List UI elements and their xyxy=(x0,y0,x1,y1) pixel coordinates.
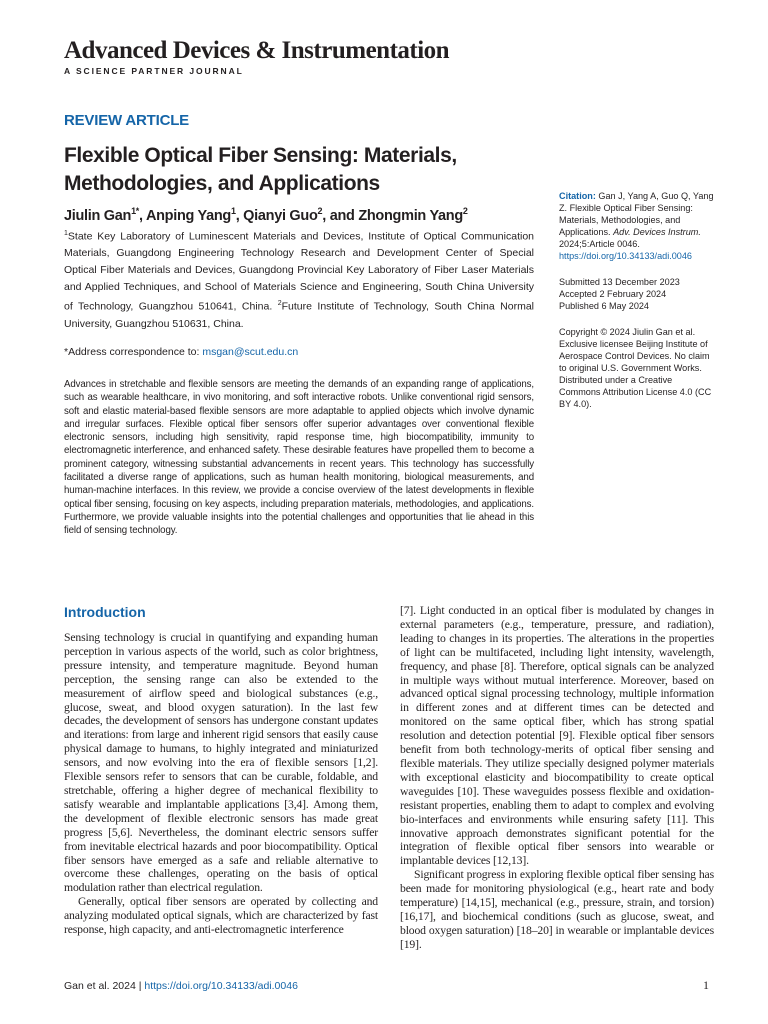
journal-subtitle: A SCIENCE PARTNER JOURNAL xyxy=(64,66,244,76)
correspondence-email-link[interactable]: msgan@scut.edu.cn xyxy=(202,346,299,358)
author-separator: , and xyxy=(322,207,359,224)
citation-text: Gan J, Yang A, Guo Q, Yang Z. Flexible Optical Fiber Sensing: Materials, Methodologies, and Applications. xyxy=(559,191,714,237)
body-paragraph: Sensing technology is crucial in quantifying and expanding human perception in various aspects of the world, such as color brightness, pressure intensity, and temperature magnitude. Beyond human perception, the sensing range can also be extended to the measurement of airflow speed and biological substances (e.g., glucose, sweat, and blood oxygen saturation). In the last few decades, the development of sensors has undergone constant updates and iterations: from large and inherent rigid sensors that easily cause physical damage to humans, to highly integrated and miniaturized sensors, and now evolving into the era of flexible sensors [1,2]. Flexible sensors refer to sensors that can be curable, foldable, and stretchable, offering a higher degree of mechanical flexibility to satisfy wearable and implantable applications [3,4]. Among them, the development of flexible electronic sensors has made great progress [5,6]. Nevertheless, the dominant electric sensors suffer from inevitable electrical hazards and poor biocompatibility. Optical fiber sensors have emerged as a safe and reliable alternative to overcome these challenges, operating on the basis of optical modulation rather than electrical regulation. xyxy=(64,631,378,895)
history-block xyxy=(559,276,715,312)
correspondence xyxy=(64,346,298,358)
section-heading-introduction: Introduction xyxy=(64,604,146,620)
body-column-left xyxy=(64,631,378,937)
author-affiliation-marker: 1* xyxy=(131,206,140,216)
abstract: Advances in stretchable and flexible sensors are meeting the demands of an expanding range of applications, such as wearable healthcare, in vivo monitoring, and soft interactive robots. Unlike conventional rigid sensors, soft and elastic material-based flexible sensors are more adaptable to applied objects which involve dynamic and irregular surfaces. Flexible optical fiber sensors offer superior advantages over conventional flexible electronic sensors, including high sensitivity, rapid response time, high biocompatibility, immunity to electromagnetic interference, and enhanced safety. These desirable features have propelled them to become a prominent category, witnessing substantial advancements in recent years. This technology has successfully facilitated a diverse range of applications, such as human health monitoring, biological measurements, and human-machine interfaces. In this review, we provide a concise overview of the latest developments in flexible optical fiber sensing, focusing on key aspects, including preparation materials, methodologies, and applications. Furthermore, we provide valuable insights into the potential challenges and opportunities that lie ahead in this field of sensing technology. xyxy=(64,379,534,537)
author-separator: , xyxy=(139,207,146,224)
affiliation-text: State Key Laboratory of Luminescent Materials and Devices, Institute of Optical Communication Materials, Guangdong Engineering Technology Research and Development Center of Special Optical Fiber Materials and Devices, Guangdong Provincial Key Laboratory of Fiber Laser Materials and Applied Techniques, and School of Materials Science and Engineering, South China University of Technology, Guangzhou 510641, China. xyxy=(64,230,534,313)
author-separator: , xyxy=(235,207,244,224)
author-name: Qianyi Guo xyxy=(243,207,318,224)
accepted-date: Accepted 2 February 2024 xyxy=(559,289,667,299)
footer-citation xyxy=(64,980,298,992)
page-number: 1 xyxy=(703,978,709,992)
submitted-date: Submitted 13 December 2023 xyxy=(559,277,680,287)
footer-doi-link[interactable]: https://doi.org/10.34133/adi.0046 xyxy=(144,980,298,992)
author-affiliation-marker: 1 xyxy=(230,206,236,216)
correspondence-label: *Address correspondence to: xyxy=(64,346,203,358)
author-name: Zhongmin Yang xyxy=(358,207,463,224)
body-paragraph: [7]. Light conducted in an optical fiber is modulated by changes in external parameters (e.g., temperature, pressure, and radiation), leading to changes in its properties. The alterations in the properties of light can be multifaceted, including light intensity, wavelength, frequency, and phase [8]. Therefore, optical signals can be analyzed in multiple ways without mutual interference. Moreover, based on advanced optical signal processing technology, multiple information in different zones and at different times can be detected and monitored on the same optical fiber, which has strong spatial resolution and detection potential [9]. Flexible optical fiber sensors benefit from both technology-merits of optical fiber sensing and flexible materials. They utilize specially designed polymer materials with exceptional elasticity and biocompatibility to create optical waveguides [10]. These waveguides possess flexible and oxidation-resistant properties, enabling them to adapt to complex and evolving bio-interfaces and environments while ensuring safety [11]. This innovative approach demonstrates significant potential for the integration of flexible optical fiber sensors into wearable or implantable devices [12,13]. xyxy=(400,604,714,868)
author-list xyxy=(64,200,534,227)
body-paragraph: Generally, optical fiber sensors are operated by collecting and analyzing modulated optical signals, which are characterized by fast response, high capacity, and anti-electromagnetic interference xyxy=(64,895,378,937)
article-title: Flexible Optical Fiber Sensing: Materials, Methodologies, and Applications xyxy=(64,144,457,195)
author-name: Anping Yang xyxy=(145,207,231,224)
citation-doi-link[interactable]: https://doi.org/10.34133/adi.0046 xyxy=(559,251,692,261)
author-affiliation-marker: 2 xyxy=(462,206,468,216)
footer-author-year: Gan et al. 2024 | xyxy=(64,980,145,992)
citation-journal: Adv. Devices Instrum. xyxy=(613,227,701,237)
copyright-notice: Copyright © 2024 Jiulin Gan et al. Exclusive licensee Beijing Institute of Aerospace Control Devices. No claim to original U.S. Government Works. Distributed under a Creative Commons Attribution License 4.0 (CC BY 4.0). xyxy=(559,327,712,409)
citation-block xyxy=(559,190,715,262)
affiliation-marker: 2 xyxy=(277,300,282,308)
author-affiliation-marker: 2 xyxy=(317,206,323,216)
author-name: Jiulin Gan xyxy=(64,207,132,224)
affiliation-text: Future Institute of Technology, South China Normal University, Guangzhou 510631, China. xyxy=(64,300,534,330)
journal-name: Advanced Devices & Instrumentation xyxy=(64,37,450,64)
article-type: REVIEW ARTICLE xyxy=(64,112,189,129)
affiliation-marker: 1 xyxy=(64,230,68,237)
affiliations xyxy=(64,226,534,332)
body-column-right xyxy=(400,604,714,952)
article-info-sidebar xyxy=(559,190,715,418)
citation-label: Citation: xyxy=(559,191,596,201)
published-date: Published 6 May 2024 xyxy=(559,301,649,311)
citation-volume: 2024;5:Article 0046. xyxy=(559,239,640,249)
body-paragraph: Significant progress in exploring flexible optical fiber sensing has been made for monitoring physiological (e.g., heart rate and body temperature) [14,15], mechanical (e.g., pressure, strain, and torsion) [16,17], and biochemical conditions (such as glucose, sweat, and blood oxygen saturation) [18–20] in wearable or implantable devices [19]. xyxy=(400,868,714,951)
